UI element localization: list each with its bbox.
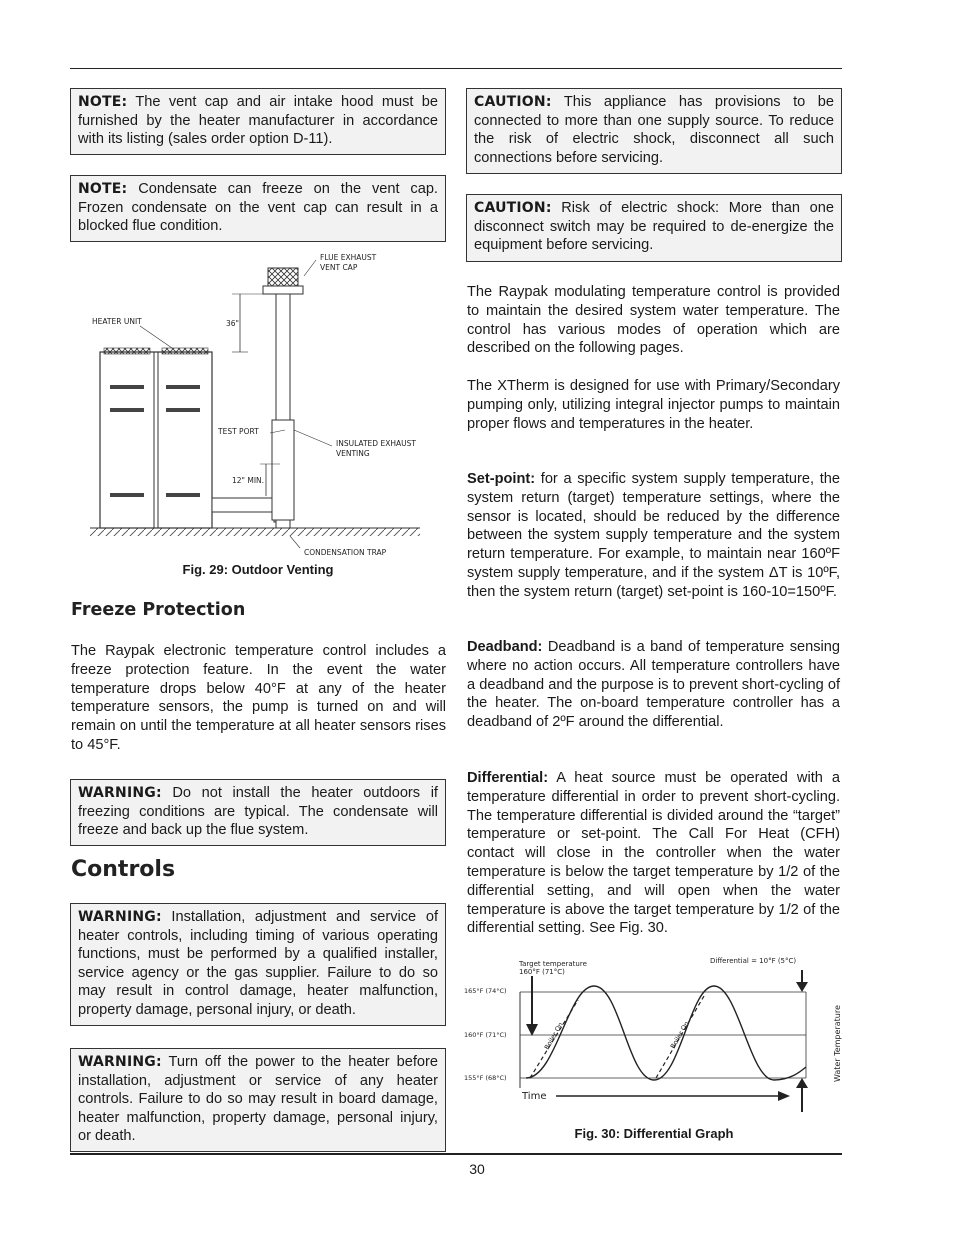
deadband-label: Deadband: xyxy=(467,639,543,655)
differential-graph xyxy=(460,952,850,1118)
freeze-protection-heading: Freeze Protection xyxy=(71,600,246,620)
caution-tag: CAUTION: xyxy=(474,200,552,216)
differential-paragraph xyxy=(467,769,840,938)
target-temperature-value: 160°F (71°C) xyxy=(519,968,565,976)
target-temperature-label: Target temperature xyxy=(519,960,587,968)
xtherm-text: The XTherm is designed for use with Primary/Secondary pumping only, utilizing integral injector pumps to maintain proper flows and temperatures in the heater. xyxy=(467,378,840,432)
boiler-on-label-1: Boiler On xyxy=(542,1020,565,1051)
flue-exhaust-label: FLUE EXHAUST xyxy=(320,253,377,262)
differential-label: Differential = 10°F (5°C) xyxy=(710,957,797,965)
deadband-paragraph xyxy=(467,638,840,732)
test-port-label: TEST PORT xyxy=(218,427,259,436)
warning-text: Turn off the power to the heater before installation, adjustment or service of any heater controls. Failure to do so may result in board damage, heater malfunction, property damage, personal injury, or death. xyxy=(78,1054,438,1145)
warning-text: Installation, adjustment and service of heater controls, including timing of various operating functions, must be performed by a qualified installer, service agency or the gas supplier. Failure to do so may result in control damage, heater malfunction, property damage, personal injury, or death. xyxy=(78,909,438,1018)
dimension-36-label: 36" xyxy=(226,319,239,328)
time-axis-label: Time xyxy=(522,1091,547,1102)
differential-text: A heat source must be operated with a temperature differential in order to prevent short-cycling. The temperature differential is divided around the “target” temperature or set-point. The Call For Heat (CFH) contact will close in the controller when the water temperature is below the target temperature by 1/2 of the differential setting, and will open when the water temperature is above the target temperature by 1/2 of the differential setting. See Fig. 30. xyxy=(467,770,840,937)
warning-power-off xyxy=(70,1048,446,1152)
deadband-text: Deadband is a band of temperature sensing where no action occurs. All temperature controllers have a deadband and the purpose is to prevent short-cycling of the heater. The on-board temperature controller has a deadband of 2ºF around the differential. xyxy=(467,639,840,731)
control-intro-text: The Raypak modulating temperature control is provided to maintain the desired system water temperature. The control has various modes of operation which are described on the following pages. xyxy=(467,284,840,357)
boiler-on-label-2: Boiler On xyxy=(668,1019,691,1050)
insulated-exhaust-label: INSULATED EXHAUST xyxy=(336,439,416,448)
note-text: The vent cap and air intake hood must be furnished by the heater manufacturer in accordance with its listing (sales order option D-11). xyxy=(78,94,438,148)
controls-heading: Controls xyxy=(71,857,176,882)
caution-supply-sources xyxy=(466,88,842,174)
water-temperature-axis-label: Water Temperature xyxy=(833,1005,842,1082)
note-vent-cap xyxy=(70,88,446,155)
note-condensate xyxy=(70,175,446,242)
top-rule xyxy=(70,68,842,69)
differential-label: Differential: xyxy=(467,770,549,786)
setpoint-text: for a specific system supply temperature, the system return (target) temperature settings, where the sensor is located, should be reduced by the difference between the system supply temperature and the system return temperature. For example, to maintain near 160ºF system supply temperature, and if the system ΔT is 10ºF, then the system return (target) set-point is 160-10=150ºF. xyxy=(467,471,840,600)
tick-155: 155°F (68°C) xyxy=(464,1074,507,1082)
warning-qualified-installer xyxy=(70,903,446,1026)
venting-label: VENTING xyxy=(336,449,370,458)
setpoint-paragraph xyxy=(467,470,840,602)
warning-tag: WARNING: xyxy=(78,1054,162,1070)
warning-outdoors xyxy=(70,779,446,846)
note-text: Condensate can freeze on the vent cap. Frozen condensate on the vent cap can result in a blocked flue condition. xyxy=(78,181,438,235)
outdoor-venting-figure xyxy=(80,250,430,560)
condensation-trap-label: CONDENSATION TRAP xyxy=(304,548,387,557)
note-tag: NOTE: xyxy=(78,181,128,197)
caution-electric-shock xyxy=(466,194,842,262)
heater-unit-label: HEATER UNIT xyxy=(92,317,142,326)
warning-tag: WARNING: xyxy=(78,785,162,801)
vent-cap-label: VENT CAP xyxy=(320,263,358,272)
caution-tag: CAUTION: xyxy=(474,94,552,110)
bottom-rule xyxy=(70,1153,842,1155)
warning-text: Do not install the heater outdoors if freezing conditions are typical. The condensate will freeze and back up the flue system. xyxy=(78,785,438,839)
note-tag: NOTE: xyxy=(78,94,128,110)
page-number: 30 xyxy=(469,1161,485,1177)
freeze-protection-text: The Raypak electronic temperature control includes a freeze protection feature. In the event the water temperature drops below 40°F at any of the heater temperature sensors, the pump is turned on and will remain on until the temperature at all heater sensors rises to 45°F. xyxy=(71,643,446,753)
setpoint-label: Set-point: xyxy=(467,471,536,487)
fig29-caption: Fig. 29: Outdoor Venting xyxy=(182,562,334,577)
tick-165: 165°F (74°C) xyxy=(464,987,507,995)
caution-text: Risk of electric shock: More than one disconnect switch may be required to de-energize the equipment before servicing. xyxy=(474,200,834,254)
warning-tag: WARNING: xyxy=(78,909,162,925)
dimension-12-label: 12" MIN. xyxy=(232,476,265,485)
fig30-caption: Fig. 30: Differential Graph xyxy=(574,1126,734,1141)
caution-text: This appliance has provisions to be connected to more than one supply source. To reduce the risk of electric shock, disconnect all such connections before servicing. xyxy=(474,94,834,166)
tick-160: 160°F (71°C) xyxy=(464,1031,507,1039)
